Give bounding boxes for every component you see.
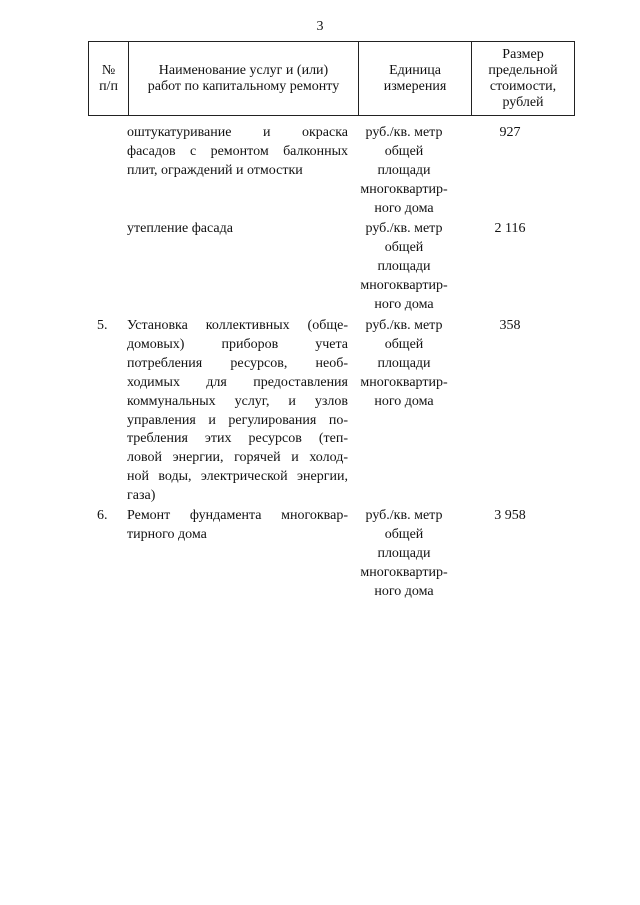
header-price-line-4: рублей	[502, 94, 544, 110]
service-name-line: утепление фасада	[127, 221, 233, 236]
unit-line: многоквартир-	[360, 374, 448, 390]
header-cell-name	[129, 42, 359, 116]
price-value: 927	[499, 125, 521, 140]
row-price	[470, 507, 550, 526]
unit-line: ного дома	[374, 583, 434, 599]
header-price-line-3: стоимости,	[489, 78, 557, 94]
row-number: 6.	[97, 508, 108, 523]
unit-line: руб./кв. метр	[365, 508, 443, 523]
service-name-line: коммунальных услуг, и узлов	[127, 393, 348, 409]
unit-line: площади	[377, 355, 431, 371]
price-value: 358	[499, 318, 521, 333]
row-unit	[354, 507, 454, 602]
service-name-line: ной воды, электрической энергии,	[127, 469, 348, 485]
service-name-line: Установка коллективных (обще-	[127, 318, 348, 333]
row-unit	[354, 317, 454, 412]
unit-line: ного дома	[374, 200, 434, 216]
service-name-line: фасадов с ремонтом балконных	[127, 143, 348, 159]
unit-line: площади	[377, 545, 431, 561]
price-value: 2 116	[494, 221, 526, 236]
row-number: 5.	[97, 318, 108, 333]
unit-line: общей	[384, 239, 424, 255]
service-name-line: ловой энергии, горячей и холод-	[127, 450, 348, 466]
unit-line: многоквартир-	[360, 277, 448, 293]
unit-line: ного дома	[374, 393, 434, 409]
service-name-line: потребления ресурсов, необ-	[127, 355, 348, 371]
row-price	[470, 220, 550, 239]
header-price-line-1: Размер	[502, 46, 544, 62]
unit-line: руб./кв. метр	[365, 125, 443, 140]
row-service-name	[127, 507, 348, 545]
unit-line: многоквартир-	[360, 564, 448, 580]
header-unit-line-1: Единица	[389, 62, 441, 78]
unit-line: общей	[384, 143, 424, 159]
service-name-line: оштукатуривание и окраска	[127, 125, 348, 140]
unit-line: площади	[377, 258, 431, 274]
unit-line: ного дома	[374, 296, 434, 312]
page-number: 3	[316, 19, 324, 34]
service-name-line: плит, ограждений и отмостки	[127, 162, 303, 178]
unit-line: площади	[377, 162, 431, 178]
header-name-line-2: работ по капитальному ремонту	[147, 78, 340, 94]
service-name-line: управления и регулирования по-	[127, 412, 348, 428]
unit-line: руб./кв. метр	[365, 221, 443, 236]
header-cell-number	[89, 42, 129, 116]
service-name-line: ходимых для предоставления	[127, 374, 348, 390]
price-value: 3 958	[494, 508, 526, 523]
header-cell-unit	[359, 42, 472, 116]
service-name-line: требления этих ресурсов (теп-	[127, 431, 348, 447]
row-price	[470, 317, 550, 336]
header-cell-price	[472, 42, 575, 116]
row-service-name	[127, 124, 348, 181]
service-name-line: Ремонт фундамента многоквар-	[127, 508, 348, 523]
unit-line: многоквартир-	[360, 181, 448, 197]
row-price	[470, 124, 550, 143]
header-price-line-2: предельной	[488, 62, 558, 78]
row-service-name	[127, 220, 348, 239]
header-unit-line-2: измерения	[383, 78, 447, 94]
unit-line: общей	[384, 526, 424, 542]
service-name-line: газа)	[127, 488, 156, 504]
service-name-line: тирного дома	[127, 526, 207, 542]
row-unit	[354, 124, 454, 219]
row-unit	[354, 220, 454, 315]
unit-line: общей	[384, 336, 424, 352]
header-number-sub-label: п/п	[99, 78, 118, 94]
row-service-name	[127, 317, 348, 506]
header-number-label: №	[101, 62, 116, 78]
table-header	[88, 41, 575, 116]
header-name-line-1: Наименование услуг и (или)	[158, 62, 329, 78]
service-name-line: домовых) приборов учета	[127, 336, 348, 352]
unit-line: руб./кв. метр	[365, 318, 443, 333]
